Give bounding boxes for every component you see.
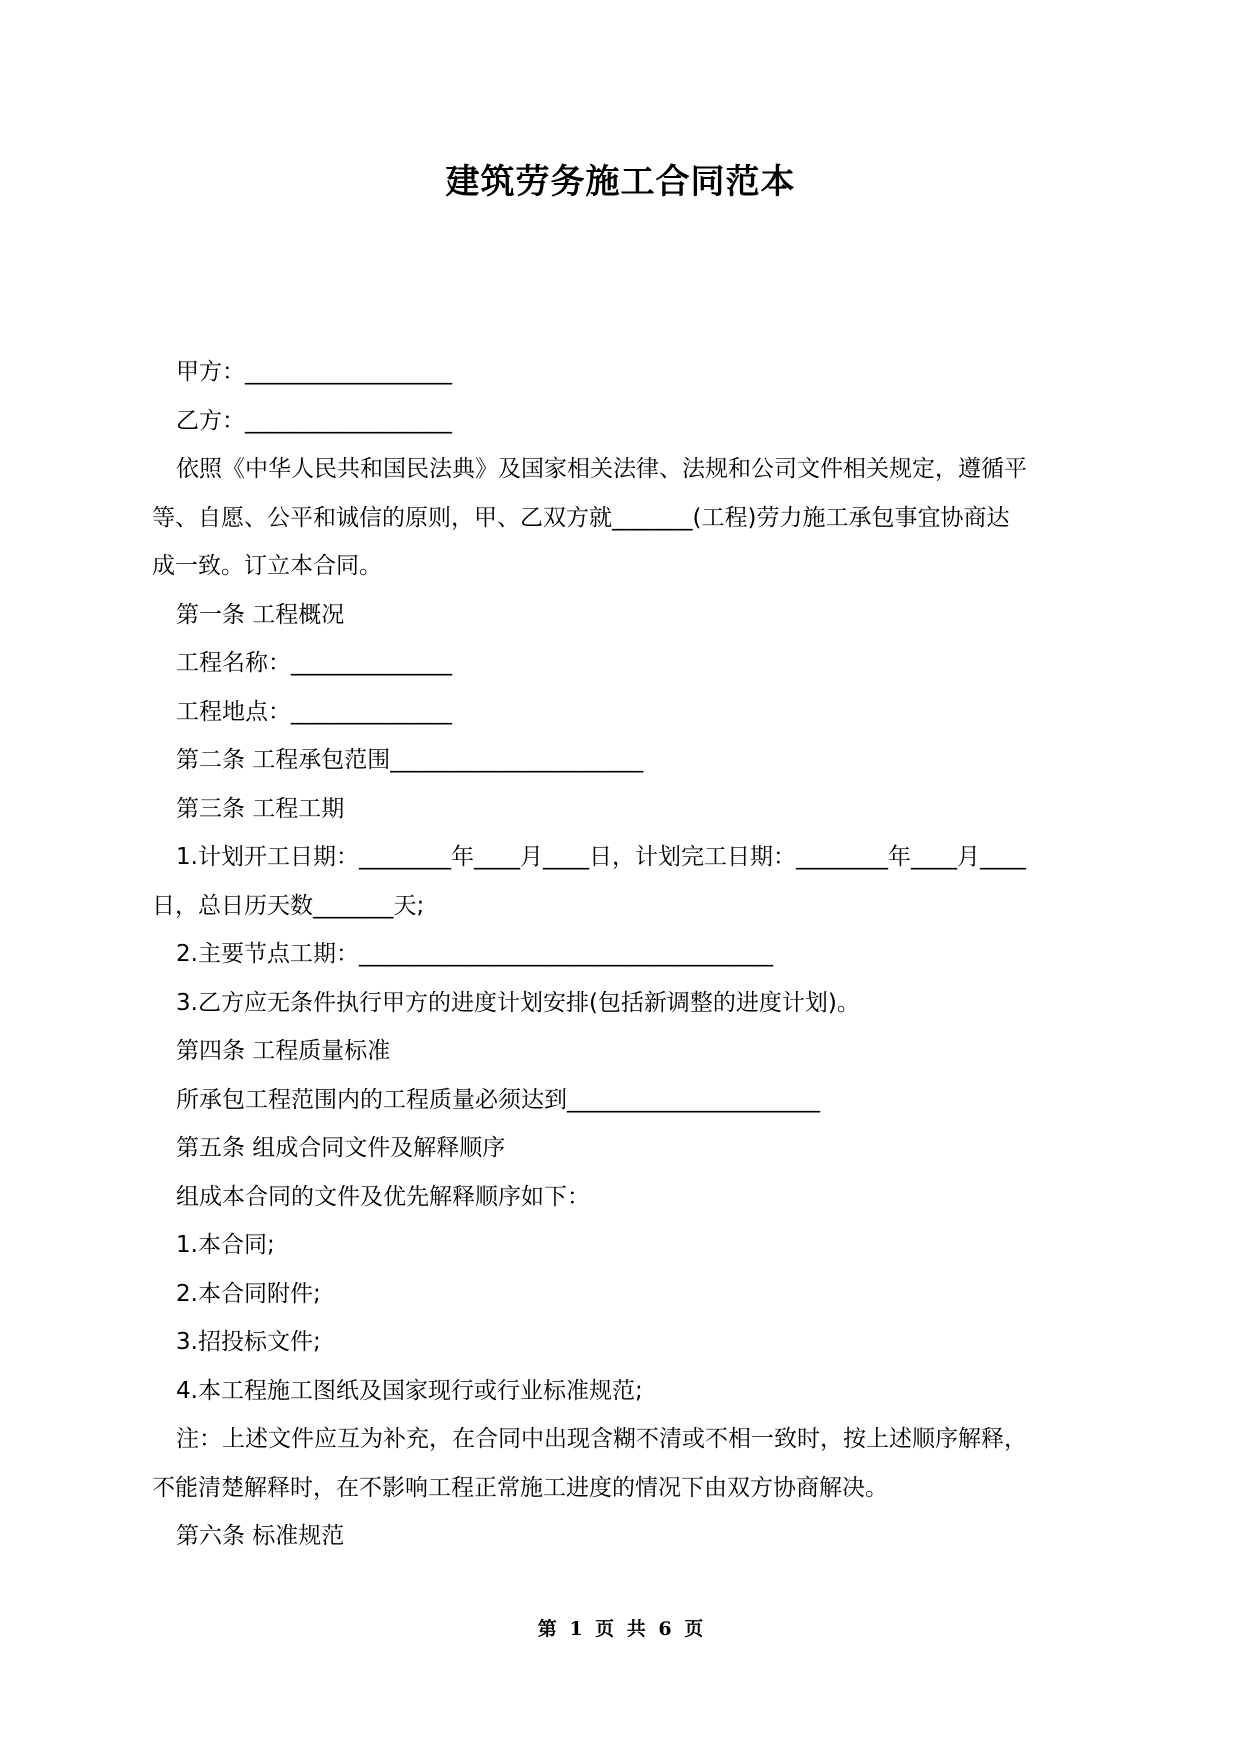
text-line: 甲方：__________________ <box>176 359 452 385</box>
text-line: 工程名称：______________ <box>176 650 452 676</box>
section-heading: 第五条 组成合同文件及解释顺序 <box>176 1135 506 1161</box>
page-footer: 第 1 页 共 6 页 <box>537 1618 704 1640</box>
list-item: 2.本合同附件; <box>176 1280 321 1307</box>
text-line: 乙方：__________________ <box>176 407 452 434</box>
text-line: 成一致。订立本合同。 <box>152 553 382 579</box>
section-heading: 第六条 标准规范 <box>176 1523 345 1549</box>
text-line: 依照《中华人民共和国民法典》及国家相关法律、法规和公司文件相关规定，遵循平 <box>176 456 1027 482</box>
section-heading: 第二条 工程承包范围______________________ <box>176 747 644 773</box>
list-item: 1.本合同; <box>176 1232 275 1258</box>
note-line: 注：上述文件应互为补充，在合同中出现含糊不清或不相一致时，按上述顺序解释， <box>176 1426 1027 1452</box>
list-item: 4.本工程施工图纸及国家现行或行业标准规范; <box>176 1377 643 1404</box>
text-line: 组成本合同的文件及优先解释顺序如下： <box>176 1183 590 1210</box>
text-line: 2.主要节点工期：____________________________________ <box>176 941 773 967</box>
section-heading: 第四条 工程质量标准 <box>176 1038 391 1064</box>
text-line: 1.计划开工日期：________年____月____日，计划完工日期：________年____月____ <box>176 844 1026 870</box>
document-body <box>152 348 1097 1561</box>
text-line: 日，总日历天数_______天; <box>152 892 425 919</box>
list-item: 3.招投标文件; <box>176 1329 321 1355</box>
document-title: 建筑劳务施工合同范本 <box>445 162 796 202</box>
section-heading: 第一条 工程概况 <box>176 601 345 628</box>
note-line: 不能清楚解释时，在不影响工程正常施工进度的情况下由双方协商解决。 <box>152 1474 888 1501</box>
text-line: 等、自愿、公平和诚信的原则，甲、乙双方就_______(工程)劳力施工承包事宜协商达 <box>152 504 1010 531</box>
text-line: 3.乙方应无条件执行甲方的进度计划安排(包括新调整的进度计划)。 <box>176 989 860 1016</box>
text-line: 所承包工程范围内的工程质量必须达到______________________ <box>176 1086 820 1113</box>
text-line: 工程地点：______________ <box>176 698 452 725</box>
section-heading: 第三条 工程工期 <box>176 795 345 822</box>
